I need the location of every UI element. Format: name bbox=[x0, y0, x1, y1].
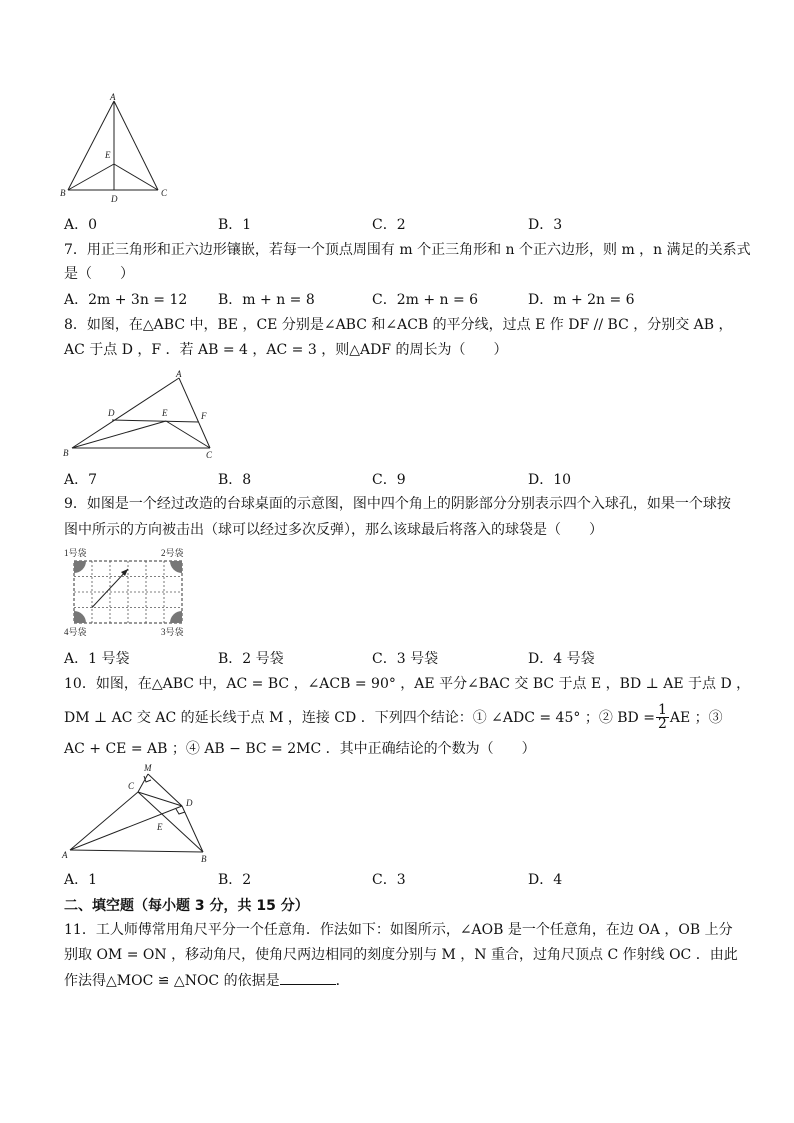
q8-option-d[interactable]: D．10 bbox=[528, 472, 572, 488]
q10-label-b: B bbox=[201, 854, 207, 864]
q7-option-c[interactable]: C．2m + n = 6 bbox=[372, 292, 479, 308]
q9-pocket-1-label: 1号袋 bbox=[64, 548, 87, 558]
q10-option-c[interactable]: C．3 bbox=[372, 872, 406, 888]
q8-text-line1: 8．如图，在△ABC 中，BE ，CE 分别是∠ABC 和∠ACB 的平分线，过点 E 作 DF // BC ，分别交 AB ， bbox=[64, 317, 733, 333]
q7-text-line1: 7．用正三角形和正六边形镶嵌，若每一个顶点周围有 m 个正三角形和 n 个正六边形，则 m ，n 满足的关系式 bbox=[64, 242, 751, 258]
q11-text-line3-start: 作法得△MOC ≌ △NOC 的依据是 bbox=[64, 973, 280, 989]
q9-option-a[interactable]: A．1 号袋 bbox=[64, 651, 130, 667]
q6-label-d: D bbox=[111, 194, 118, 204]
q11-text-line2: 别取 OM = ON ，移动角尺，使角尺两边相同的刻度分别与 M ，N 重合，过角尺顶点 C 作射线 OC ．由此 bbox=[64, 947, 738, 963]
q8-label-f: F bbox=[201, 411, 207, 421]
q9-pocket-2-label: 2号袋 bbox=[161, 548, 184, 558]
q11-text-line3 bbox=[64, 972, 350, 990]
q10-label-c: C bbox=[128, 781, 135, 791]
q9-figure bbox=[60, 547, 200, 642]
q10-text-line1: 10．如图，在△ABC 中，AC = BC ，∠ACB = 90° ，AE 平分∠BAC 交 BC 于点 E ，BD ⊥ AE 于点 D ， bbox=[64, 676, 751, 692]
q7-option-d[interactable]: D．m + 2n = 6 bbox=[528, 292, 635, 308]
q11-text-line1: 11．工人师傅常用角尺平分一个任意角．作法如下：如图所示，∠AOB 是一个任意角，在边 OA ，OB 上分 bbox=[64, 922, 733, 938]
q8-label-c: C bbox=[206, 450, 213, 460]
q10-label-m: M bbox=[144, 763, 152, 773]
q8-option-c[interactable]: C．9 bbox=[372, 472, 406, 488]
q10-option-a[interactable]: A．1 bbox=[64, 872, 98, 888]
q7-option-b[interactable]: B．m + n = 8 bbox=[218, 292, 315, 308]
q9-pocket-3-label: 3号袋 bbox=[161, 627, 184, 637]
q10-fraction bbox=[656, 704, 669, 731]
q10-option-b[interactable]: B．2 bbox=[218, 872, 252, 888]
q8-text-line2: AC 于点 D ，F ．若 AB = 4 ，AC = 3 ，则△ADF 的周长为（ ） bbox=[64, 342, 508, 358]
q6-label-c: C bbox=[161, 188, 168, 198]
q6-option-d[interactable]: D．3 bbox=[528, 217, 563, 233]
q7-text-line2: 是（ ） bbox=[64, 266, 134, 282]
q10-text-line2 bbox=[64, 704, 723, 731]
q11-answer-blank[interactable] bbox=[280, 972, 336, 985]
q9-text-line2: 图中所示的方向被击出（球可以经过多次反弹），那么该球最后将落入的球袋是（ ） bbox=[64, 522, 603, 538]
q9-pocket-1 bbox=[74, 561, 86, 573]
q8-label-d: D bbox=[108, 408, 115, 418]
q10-label-a: A bbox=[62, 850, 68, 860]
q8-label-a: A bbox=[176, 369, 182, 379]
q10-label-d: D bbox=[186, 798, 193, 808]
q9-option-c[interactable]: C．3 号袋 bbox=[372, 651, 439, 667]
q6-label-b: B bbox=[60, 188, 66, 198]
q6-label-a: A bbox=[110, 92, 116, 102]
q10-text-line2-start: DM ⊥ AC 交 AC 的延长线于点 M ，连接 CD ．下列四个结论：① ∠ADC = 45° ；② BD = bbox=[64, 709, 655, 726]
q10-text-line3: AC + CE = AB ；④ AB − BC = 2MC ．其中正确结论的个数为（ ） bbox=[64, 741, 536, 757]
q10-figure bbox=[60, 762, 220, 868]
q9-option-d[interactable]: D．4 号袋 bbox=[528, 651, 595, 667]
q9-text-line1: 9．如图是一个经过改造的台球桌面的示意图，图中四个角上的阴影部分分别表示四个入球孔，如果一个球按 bbox=[64, 496, 731, 512]
q9-pocket-3 bbox=[170, 611, 182, 623]
q9-option-b[interactable]: B．2 号袋 bbox=[218, 651, 284, 667]
q9-pocket-4-label: 4号袋 bbox=[64, 627, 87, 637]
q9-pocket-4 bbox=[74, 611, 86, 623]
q10-label-e: E bbox=[157, 822, 163, 832]
q8-label-e: E bbox=[162, 408, 168, 418]
q10-fraction-numerator: 1 bbox=[657, 702, 667, 718]
q6-option-a[interactable]: A．0 bbox=[64, 217, 98, 233]
q8-label-b: B bbox=[63, 448, 69, 458]
section-2-heading: 二、填空题（每小题 3 分，共 15 分） bbox=[64, 898, 309, 914]
q7-option-a[interactable]: A．2m + 3n = 12 bbox=[64, 292, 188, 308]
q11-text-line3-end: ． bbox=[335, 973, 350, 989]
q9-pocket-2 bbox=[170, 561, 182, 573]
q6-label-e: E bbox=[105, 150, 111, 160]
q10-option-d[interactable]: D．4 bbox=[528, 872, 563, 888]
q8-option-a[interactable]: A．7 bbox=[64, 472, 98, 488]
q10-fraction-denominator: 2 bbox=[657, 716, 667, 732]
q6-option-c[interactable]: C．2 bbox=[372, 217, 406, 233]
q8-option-b[interactable]: B．8 bbox=[218, 472, 252, 488]
q6-figure bbox=[58, 92, 178, 204]
q6-option-b[interactable]: B．1 bbox=[218, 217, 252, 233]
q8-figure bbox=[60, 368, 220, 460]
q10-text-line2-end: AE ；③ bbox=[669, 709, 723, 726]
